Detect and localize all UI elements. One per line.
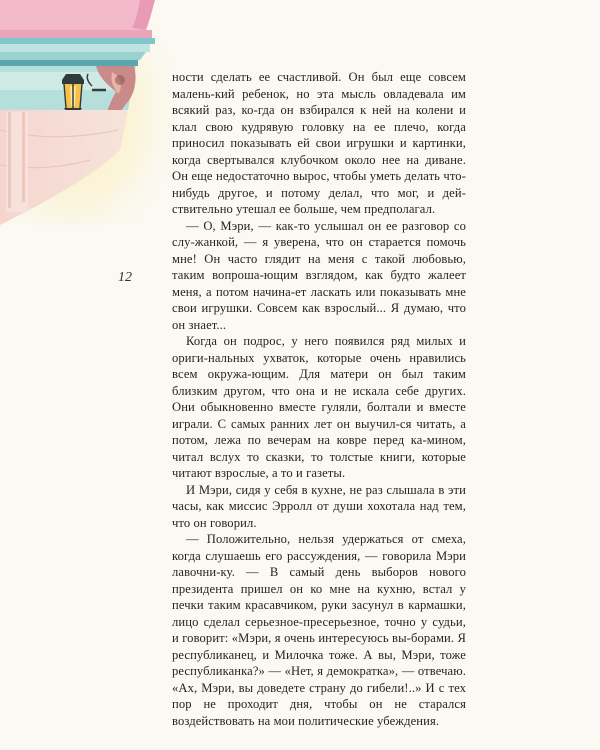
page-number: 12 — [118, 270, 132, 285]
paragraph: — Положительно, нельзя удержаться от смеха, когда слушаешь его рассуждения, — говорила Мэри лавочни-ку. — В самый день выборов нового президента пришел он ко мне на кухню, встал у печки таким красавчиком, руки засунул в кармашки, лицо сделал серьезное-пресерьезное, точно у судьи, и говорит: «Мэри, я очень интересуюсь вы-борами. Я республиканец, и Милочка тоже. А вы, Мэри, тоже республиканка?» — «Нет, я демократка», — отвечаю. «Ах, Мэри, вы доведете страну до гибели!..» И с тех пор не проходит дня, чтобы он не старался воздействовать на мои политические убеждения. — [172, 532, 466, 728]
paragraph: — О, Мэри, — как-то услышал он ее разговор со слу-жанкой, — я уверена, что он старается помочь мне! Он часто глядит на меня с такой любовью, таким вопроша-ющим взглядом, как будто жалеет меня, а потом начина-ет ласкать или показывать мне свои игрушки. Совсем как взрослый... Я думаю, что он знает... — [172, 218, 466, 332]
paragraph: И Мэри, сидя у себя в кухне, не раз слышала в эти часы, как миссис Эрролл от души хохотала над тем, что он говорил. — [172, 482, 466, 530]
balcony-lantern-illustration — [0, 0, 175, 225]
paragraph: Когда он подрос, у него появился ряд милых и ориги-нальных ухваток, которые очень нравились всем окружа-ющим. Для матери он был таким близким другом, что она и не искала себе других. Они обыкновенно вместе гуляли, болтали и вместе играли. С самых ранних лет он выучил-ся читать, а потом, лежа по вечерам на ковре перед ка-мином, читал вслух то сказки, то толстые книги, которые читают взрослые, а то и газеты. — [172, 334, 466, 480]
paragraph: ности сделать ее счастливой. Он был еще совсем малень-кий ребенок, но эта мысль овладевала им всякий раз, ко-гда он взбирался к ней на колени и клал свою кудрявую головку на ее плечо, когда приносил показывать ей свои игрушки и картинки, когда свертывался клубочком около нее на диване. Он еще недостаточно вырос, чтобы уметь делать что-нибудь другое, и потому делал, что мог, и дей-ствительно утешал ее больше, чем предполагал. — [172, 70, 466, 216]
body-text — [172, 69, 466, 729]
